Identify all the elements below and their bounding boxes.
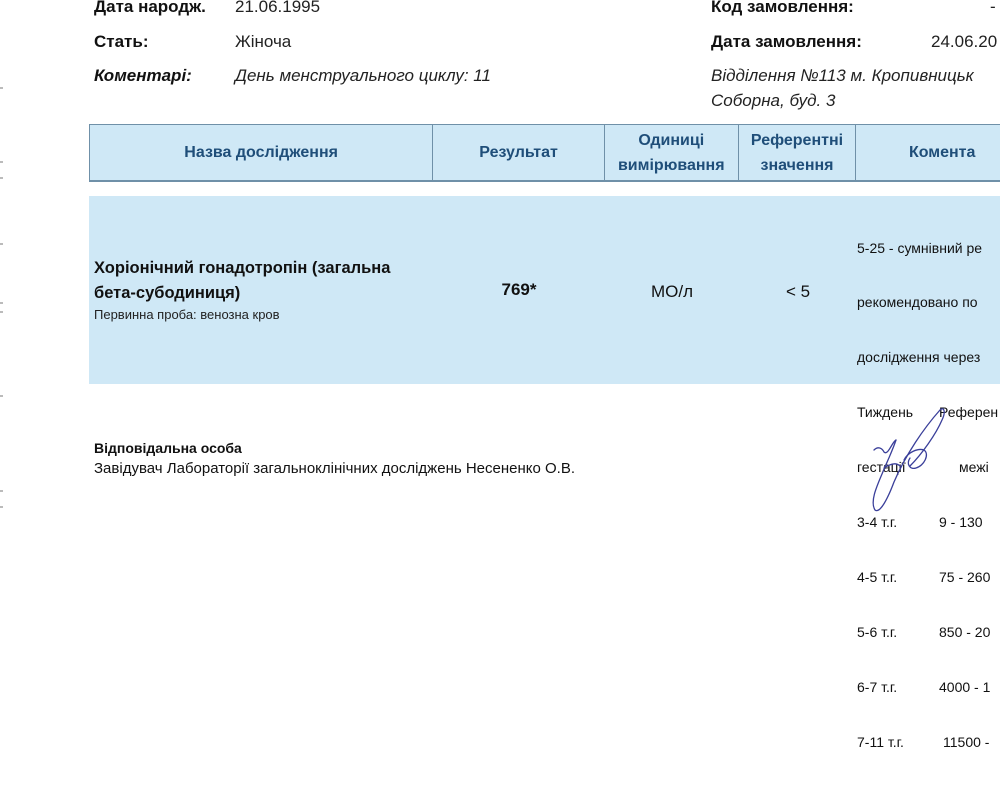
gestation-week: 5-6 т.г.	[857, 623, 898, 640]
signature-icon	[862, 402, 962, 517]
sex-label: Стать:	[94, 32, 149, 51]
gestation-row	[857, 623, 998, 641]
reference-value: < 5	[785, 282, 811, 301]
comment-line: 5-25 - сумнівний ре	[857, 239, 983, 256]
gestation-row	[857, 678, 998, 696]
header-reference-line1: Референтні	[750, 131, 844, 149]
order-code-value: -	[990, 0, 996, 16]
scan-mark	[0, 395, 3, 397]
gestation-week-header: Тиждень	[857, 404, 914, 421]
responsible-person-text: Завідувач Лабораторії загальноклінічних досліджень Несененко О.В.	[94, 460, 576, 477]
header-reference	[739, 125, 857, 180]
result-value: 769*	[501, 280, 537, 299]
test-name-line1: Хоріонічний гонадотропін (загальна	[94, 259, 391, 277]
sample-type: Первинна проба: венозна кров	[94, 307, 280, 322]
header-units-line1: Одиниці	[638, 131, 705, 149]
birth-date-value: 21.06.1995	[235, 0, 321, 16]
branch-address-line2: Соборна, буд. 3	[711, 91, 836, 110]
responsible-person-title: Відповідальна особа	[94, 440, 242, 456]
scan-mark	[0, 302, 3, 304]
units-value: МО/л	[650, 282, 694, 301]
test-name	[94, 256, 390, 306]
order-code-label: Код замовлення:	[711, 0, 854, 16]
header-units-line2: вимірювання	[617, 156, 725, 174]
gestation-range: 4000 - 1	[939, 678, 991, 695]
header-test-name-label: Назва дослідження	[184, 144, 338, 161]
header-comment	[856, 125, 1000, 180]
gestation-range: 75 - 260	[939, 568, 991, 585]
gestation-week: 6-7 т.г.	[857, 678, 898, 695]
scan-mark	[0, 490, 3, 492]
gestation-week: 7-11 т.г.	[857, 733, 904, 750]
test-name-line2: бета-субодиниця)	[94, 284, 241, 302]
gestation-range: 11500 -	[943, 733, 990, 750]
order-date-value: 24.06.20	[931, 32, 998, 51]
comment-line: дослідження через	[857, 349, 981, 366]
order-date-label: Дата замовлення:	[711, 32, 862, 51]
comment-line: рекомендовано по	[857, 294, 978, 311]
header-test-name	[90, 125, 433, 180]
header-comment-label: Комента	[908, 144, 976, 161]
sex-value: Жіноча	[235, 32, 292, 51]
gestation-week: 3-4 т.г.	[857, 514, 898, 531]
header-result	[433, 125, 605, 180]
scan-mark	[0, 506, 3, 508]
gestation-week: 4-5 т.г.	[857, 568, 898, 585]
results-table-header	[89, 124, 1000, 182]
scan-mark	[0, 177, 3, 179]
gestation-range: 9 - 130	[939, 514, 983, 531]
header-result-label: Результат	[479, 144, 558, 161]
gestation-row	[857, 733, 998, 751]
birth-date-label: Дата народж.	[94, 0, 206, 16]
scan-mark	[0, 243, 3, 245]
gestation-range: 850 - 20	[939, 623, 991, 640]
gestation-ref-header-2: межі	[959, 459, 989, 476]
scan-mark	[0, 311, 3, 313]
header-units	[605, 125, 739, 180]
scan-mark	[0, 161, 3, 163]
gestation-row	[857, 568, 998, 586]
header-reference-line2: значення	[760, 156, 834, 174]
comments-value: День менструального циклу: 11	[235, 66, 491, 85]
gestation-week-header-2: гестації	[857, 459, 906, 476]
branch-address-line1: Відділення №113 м. Кропивницьк	[711, 66, 974, 85]
scan-mark	[0, 87, 3, 89]
comments-label: Коментарі:	[94, 66, 192, 85]
gestation-ref-header: Референ	[939, 404, 999, 421]
